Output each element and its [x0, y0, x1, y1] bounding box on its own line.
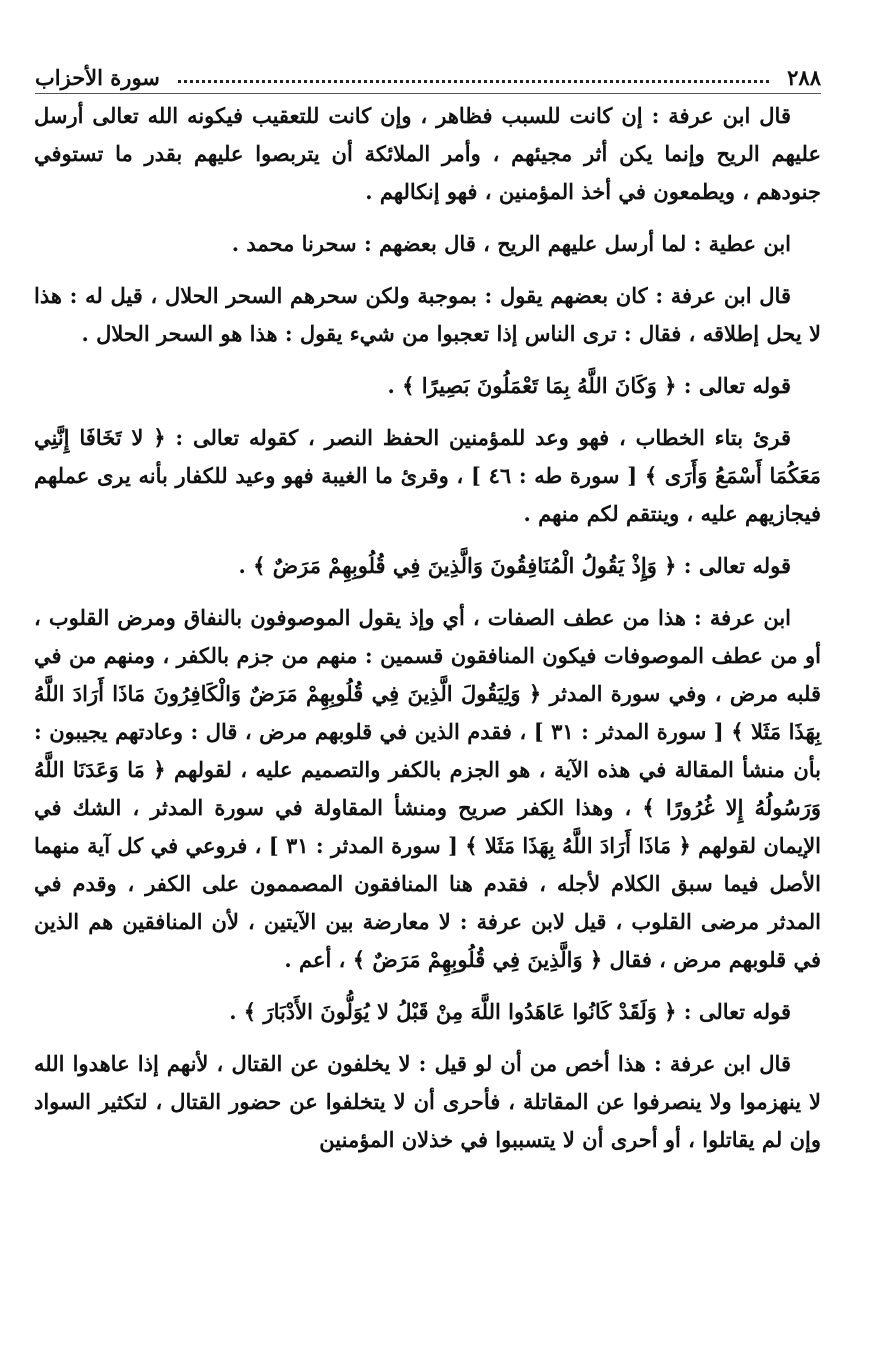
paragraph: ابن عطية : لما أرسل عليهم الريح ، قال بعضهم : سحرنا محمد .	[231, 231, 791, 256]
verse-heading: قوله تعالى : ﴿ وَكَانَ اللَّهُ بِمَا تَعْمَلُونَ بَصِيرًا ﴾ .	[387, 373, 791, 398]
verse-heading: قوله تعالى : ﴿ وَإِذْ يَقُولُ الْمُنَافِقُونَ وَالَّذِينَ فِي قُلُوبِهِمْ مَرَضٌ ﴾ .	[238, 553, 791, 578]
paragraph: ابن عرفة : هذا من عطف الصفات ، أي وإذ يقول الموصوفون بالنفاق ومرض القلوب ، أو من عطف الموصوفات فيكون المنافقون قسمين : منهم من جزم بالكفر ، ومنهم من في قلبه مرض ، وفي سورة المدثر ﴿ وَلِيَقُولَ الَّذِينَ فِي قُلُوبِهِمْ مَرَضٌ وَالْكَافِرُونَ مَاذَا أَرَادَ اللَّهُ بِهَذَا مَثَلا ﴾ [ سورة المدثر : ٣١ ] ، فقدم الذين في قلوبهم مرض ، قال : وعادتهم يجيبون : بأن منشأ المقالة في هذه الآية ، هو الجزم بالكفر والتصميم عليه ، لقولهم ﴿ مَا وَعَدَنَا اللَّهُ وَرَسُولُهُ إِلا غُرُورًا ﴾ ، وهذا الكفر صريح ومنشأ المقاولة في سورة المدثر ، الشك في الإيمان لقولهم ﴿ مَاذَا أَرَادَ اللَّهُ بِهَذَا مَثَلا ﴾ [ سورة المدثر : ٣١ ] ، فروعي في كل آية منهما الأصل فيما سبق الكلام لأجله ، فقدم هنا المنافقون المصممون على الكفر ، وقدم في المدثر مرضى القلوب ، قيل لابن عرفة : لا معارضة بين الآيتين ، لأن المنافقين هم الذين في قلوبهم مرض ، فقال ﴿ وَالَّذِينَ فِي قُلُوبِهِمْ مَرَضٌ ﴾ ، أعم .	[34, 605, 821, 972]
header-dotted-leader	[178, 80, 769, 83]
verse-heading: قوله تعالى : ﴿ وَلَقَدْ كَانُوا عَاهَدُوا اللَّهَ مِنْ قَبْلُ لا يُوَلُّونَ الأَدْبَارَ ﴾ .	[229, 999, 791, 1024]
paragraph: قال ابن عرفة : إن كانت للسبب فظاهر ، وإن كانت للتعقيب فيكونه الله تعالى أرسل عليهم الريح وإنما يكن أثر مجيئهم ، وأمر الملائكة أن يتربصوا عليهم بقدر ما تستوفي جنودهم ، ويطمعون في أخذ المؤمنين ، فهو إنكالهم .	[34, 103, 821, 204]
page-body	[34, 97, 821, 1159]
paragraph: قرئ بتاء الخطاب ، فهو وعد للمؤمنين الحفظ النصر ، كقوله تعالى : ﴿ لا تَخَافَا إِنَّنِي مَعَكُمَا أَسْمَعُ وَأَرَى ﴾ [ سورة طه : ٤٦ ] ، وقرئ ما الغيبة فهو وعيد للكفار بأنه يرى عملهم فيجازيهم عليه ، وينتقم لكم منهم .	[34, 425, 821, 526]
paragraph: قال ابن عرفة : كان بعضهم يقول : بموجبة ولكن سحرهم السحر الحلال ، قيل له : هذا لا يحل إطلاقه ، فقال : ترى الناس إذا تعجبوا من شيء يقول : هذا هو السحر الحلال .	[34, 283, 821, 346]
surah-title: سورة الأحزاب	[35, 65, 160, 90]
page-header	[35, 56, 821, 90]
header-rule	[35, 93, 821, 94]
page-number: ٢٨٨	[787, 65, 821, 90]
paragraph: قال ابن عرفة : هذا أخص من أن لو قيل : لا يخلفون عن القتال ، لأنهم إذا عاهدوا الله لا ينهزموا ولا ينصرفوا عن المقاتلة ، فأحرى أن لا يتخلفوا عن حضور القتال ، لتكثير السواد وإن لم يقاتلوا ، أو أحرى أن لا يتسببوا في خذلان المؤمنين	[34, 1051, 821, 1152]
